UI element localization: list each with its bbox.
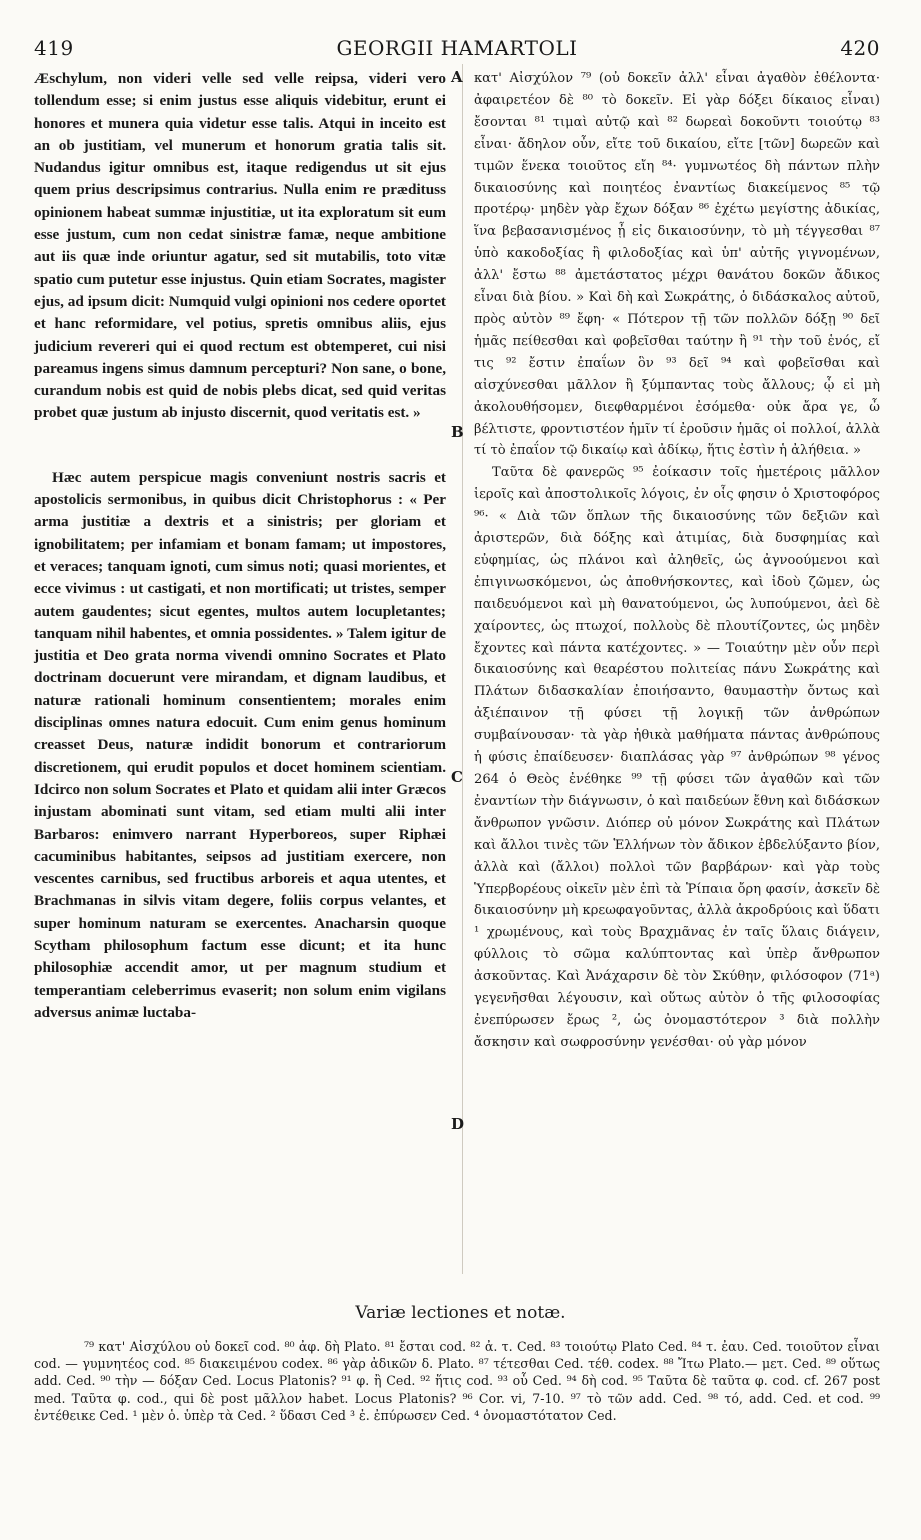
- column-divider: [462, 64, 463, 1274]
- running-header: [34, 36, 880, 62]
- footnotes: [34, 1338, 880, 1424]
- section-marker-b: B: [451, 423, 464, 441]
- running-title: GEORGII HAMARTOLI: [336, 36, 578, 60]
- notes-heading: Variæ lectiones et notæ.: [355, 1303, 566, 1323]
- footnotes-text: ⁷⁹ κατ' Αἰσχύλου οὐ δοκεῖ cod. ⁸⁰ ἀφ. δὴ Plato. ⁸¹ ἔσται cod. ⁸² ἀ. τ. Ced. ⁸³ τοιούτῳ Plato Ced. ⁸⁴ τ. ἐαυ. Ced. τοιοῦτον εἶναι cod. — γυμνητέος cod. ⁸⁵ διακειμένου codex. ⁸⁶ γὰρ ἀδικῶν δ. Plato. ⁸⁷ τέτεσθαι Ced. τέθ. codex. ⁸⁸ Ἴτω Plato.— μετ. Ced. ⁸⁹ οὕτως add. Ced. ⁹⁰ τὴν — δόξαν Ced. Locus Platonis? ⁹¹ φ. ἢ Ced. ⁹² ἥτις cod. ⁹³ οὗ Ced. ⁹⁴ δὴ cod. ⁹⁵ Ταῦτα δὲ ταῦτα φ. cod. cf. 267 post med. Ταῦτα φ. cod., qui δὲ post μᾶλλον habet. Locus Platonis? ⁹⁶ Cor. vi, 7-10. ⁹⁷ τὸ τῶν add. Ced. ⁹⁸ τό, add. Ced. et cod. ⁹⁹ ἐντέθεικε Ced. ¹ μὲν ὁ. ὑπὲρ τὰ Ced. ² ὕδασι Ced ³ ἐ. ἐπύρωσεν Ced. ⁴ ὀνομαστότατον Ced.: [34, 1339, 880, 1423]
- greek-paragraph-2: Ταῦτα δὲ φανερῶς ⁹⁵ ἐοίκασιν τοῖς ἡμετέροις μᾶλλον ἱεροῖς καὶ ἀποστολικοῖς λόγοις, ἐν οἷς φησιν ὁ Χριστοφόρος ⁹⁶· « Διὰ τῶν ὅπλων τῆς δικαιοσύνης τῶν δεξιῶν καὶ ἀριστερῶν, διὰ δόξης καὶ ἀτιμίας, διὰ δυσφημίας καὶ εὐφημίας, ὡς πλάνοι καὶ ἀληθεῖς, ὡς ἀγνοούμενοι καὶ ἐπιγινωσκόμενοι, ὡς ἀποθνήσκοντες, καὶ ἰδοὺ ζῶμεν, ὡς παιδευόμενοι καὶ μὴ θανατούμενοι, ὡς λυπούμενοι, ἀεὶ δὲ χαίροντες, ὡς πτωχοί, πολλοὺς δὲ πλουτίζοντες, ὡς μηδὲν ἔχοντες καὶ πάντα κατέχοντες. » — Τοιαύτην μὲν οὖν περὶ δικαιοσύνης καὶ θεαρέστου πολιτείας πάνυ Σωκράτης καὶ Πλάτων διδασκαλίαν ἐποιήσαντο, θαυμαστὴν ὄντως καὶ ἀξιέπαινον τῇ φύσει τῇ λογικῇ τῶν ἀνθρώπων συμβαίνουσαν· τὰ γὰρ ἠθικὰ μαθήματα πάντας ἀνθρώπους ἡ φύσις ἐπαίδευσεν· διαπλάσας γὰρ ⁹⁷ ἀνθρώπων ⁹⁸ γένος 264 ὁ Θεὸς ἐνέθηκε ⁹⁹ τῇ φύσει τῶν ἀγαθῶν καὶ τῶν ἐναντίων τὴν διάγνωσιν, ὁ καὶ παιδεύων ἔθνη καὶ διδάσκων ἄνθρωπον γνῶσιν. Διόπερ οὐ μόνον Σωκράτης καὶ Πλάτων καὶ ἄλλοι τινὲς τῶν Ἑλλήνων τὸν ἄδικον ἐβδελύξαντο βίον, ἀλλὰ καὶ (ἄλλοι) πολλοὶ τῶν βαρβάρων· καὶ γὰρ τοὺς Ὑπερβορέους οἰκεῖν μὲν ἐπὶ τὰ Ῥίπαια ὄρη φασίν, ἀσκεῖν δὲ δικαιοσύνην μὴ κρεωφαγοῦντας, ἀλλὰ ἀκροδρύοις καὶ ὕδατι ¹ χρωμένους, καὶ τοὺς Βραχμᾶνας ἐν ταῖς ὕλαις διάγειν, φύλλοις τὸ σῶμα καλύπτοντας καὶ ὑπὲρ ἄνθρωπον ἀσκοῦντας. Καὶ Ἀνάχαρσιν δὲ τὸν Σκύθην, φιλόσοφον (71ᵃ) γεγενῆσθαι λέγουσιν, καὶ οὕτως αὐτὸν ὁ τῆς φιλοσοφίας ἐνεπύρωσεν ἔρως ², ὡς ὀνομαστότερον ³ διὰ πολλὴν ἄσκησιν καὶ σωφροσύνην γενέσθαι· οὐ γὰρ μόνον: [474, 465, 880, 1050]
- greek-paragraph-1: κατ' Αἰσχύλον ⁷⁹ (οὐ δοκεῖν ἀλλ' εἶναι ἀγαθὸν ἐθέλοντα· ἀφαιρετέον δὲ ⁸⁰ τὸ δοκεῖν. Εἰ γὰρ δόξει δίκαιος εἶναι) ἔσονται ⁸¹ τιμαὶ αὐτῷ καὶ ⁸² δωρεαὶ δοκοῦντι τοιούτῳ ⁸³ εἶναι· ἄδηλον οὖν, εἴτε τοῦ δικαίου, εἴτε [τῶν] δωρεῶν καὶ τιμῶν ἕνεκα τοιοῦτος εἴη ⁸⁴· γυμνωτέος δὴ πάντων πλὴν δικαιοσύνης καὶ ποιητέος ἐναντίως διακείμενος ⁸⁵ τῷ προτέρῳ· μηδὲν γὰρ ἔχων δόξαν ⁸⁶ ἐχέτω μεγίστης ἀδικίας, ἵνα βεβασανισμένος ᾖ εἰς δικαιοσύνην, τὸ μὴ τέγγεσθαι ⁸⁷ ὑπὸ κακοδοξίας ἢ φιλοδοξίας καὶ ὑπ' αὐτῆς γιγνομένων, ἀλλ' ἔστω ⁸⁸ ἀμετάστατος μέχρι θανάτου δοκῶν ἄδικος εἶναι διὰ βίου. » Καὶ δὴ καὶ Σωκράτης, ὁ διδάσκαλος αὐτοῦ, πρὸς αὐτὸν ⁸⁹ ἔφη· « Πότερον τῇ τῶν πολλῶν δόξῃ ⁹⁰ δεῖ ἡμᾶς πείθεσθαι καὶ φοβεῖσθαι ταύτην ἢ ⁹¹ τὴν τοῦ ἑνός, εἴ τις ⁹² ἔστιν ἐπαΐων ὃν ⁹³ δεῖ ⁹⁴ καὶ φοβεῖσθαι καὶ αἰσχύνεσθαι μᾶλλον ἢ ξύμπαντας τοὺς ἄλλους; ᾧ εἰ μὴ ἀκολουθήσομεν, διεφθαρμένοι ἐσόμεθα· οὐκ ἄρα γε, ὦ βέλτιστε, φροντιστέον ἡμῖν τί ἐροῦσιν ἡμᾶς οἱ πολλοί, ἀλλὰ τί τὸ ἐπαΐον τῷ δικαίῳ καὶ ἀδίκῳ, ἥτις ἐστὶν ἡ ἀλήθεια. »: [474, 71, 880, 459]
- page-number-right: 420: [840, 36, 880, 60]
- latin-paragraph-1: Æschylum, non videri velle sed velle reipsa, videri vero tollendum esse; si enim justus esse aliquis videbitur, erunt ei honores et munera quia videtur esse talis. Atqui in inceito est an ob justitiam, vel munerum et honorum gratia talis sit. Nudandus igitur omnibus est, itaque redigendus ut sit ejus quem prius descripsimus contrarius. Nulla enim re prædituss opinionem habeat summæ injustitiæ, ut ita exploratum sit eum esse justum, cum non cedat sinistræ famæ, neque ambitione aut iis quæ inde oriuntur agatur, sed sit mutabilis, toto vitæ spatio cum putetur esse injustus. Quin etiam Socrates, magister ejus, ad ipsum dicit: Numquid vulgi opinioni nos cedere oportet et hanc reformidare, vel potius, spretis omnibus aliis, ejus judicium revereri qui ei quod rectum est obtemperet, cui nisi pareamus ingens simus damnum percepturi? Non sane, o bone, curandum nobis est quid de nobis plebs dicat, sed quid veritas probet quæ justum ab injusto discernit, quod veritatis est. »: [34, 70, 446, 422]
- latin-paragraph-2: Hæc autem perspicue magis conveniunt nostris sacris et apostolicis sermonibus, in quibus dicit Christophorus : « Per arma justitiæ a dextris et a sinistris; per gloriam et ignobilitatem; per infamiam et bonam famam; ut impostores, et veraces; tanquam ignoti, cum simus noti; quasi morientes, et ecce vivimus : ut castigati, et non mortificati; ut tristes, semper autem gaudentes; sicut egentes, multos autem locupletantes; tanquam nihil habentes, et omnia possidentes. » Talem igitur de justitia et Deo grata norma vivendi omnino Socrates et Plato doctrinam docuerunt vere mirandam, et dignam laudibus, et naturæ rationali hominum consentientem; morales enim disciplinas omnes natura edocuit. Cum enim genus hominum creasset Deus, naturæ indidit bonorum et contrariorum discretionem, qui erudit populos et docet hominem scientiam. Idcirco non solum Socrates et Plato et quidam alii inter Græcos injustam abominati sunt vitam, sed etiam multi alii inter Barbaros: enimvero narrant Hyperboreos, super Riphæi cacuminibus habitantes, seipsos ad justitiam exercere, non vescentes carnibus, sed fructibus arboreis et aqua utentes, et Brachmanas in silvis vitam degere, foliis corpus velantes, et super hominum naturam se exercentes. Anacharsin quoque Scytham philosophum factum esse dicunt; et ita hunc philosophiæ accendit amor, ut per magnum studium et temperantiam celeberrimus evaserit; non solum enim vigilans adversus animæ luctaba-: [34, 468, 446, 1021]
- page-number-left: 419: [34, 36, 74, 60]
- section-marker-c: C: [451, 768, 463, 786]
- section-marker-a: A: [451, 68, 463, 86]
- section-marker-d: D: [451, 1115, 465, 1133]
- greek-column: [474, 68, 880, 1054]
- latin-column: [34, 68, 446, 1024]
